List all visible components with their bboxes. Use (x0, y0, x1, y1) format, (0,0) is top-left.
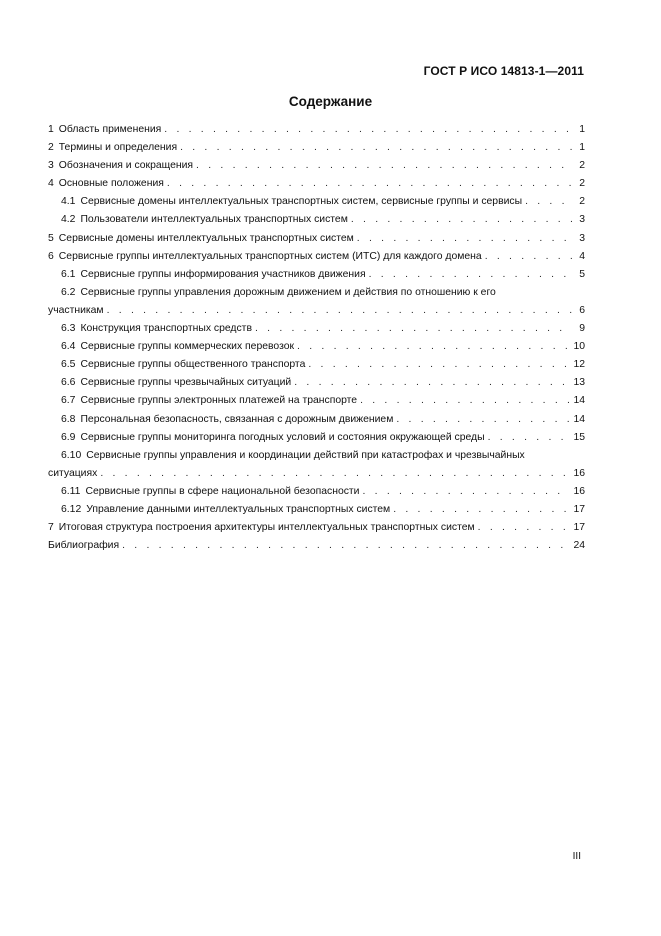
toc-leader-dots (393, 501, 570, 519)
toc-entry-page: 16 (573, 467, 585, 479)
toc-entry-page: 1 (579, 124, 585, 135)
toc-entry-title: Сервисные группы интеллектуальных транспортных систем (ИТС) для каждого домена (58, 250, 482, 262)
toc-entry-number: 3 (48, 160, 54, 172)
toc-leader-dots (357, 230, 572, 248)
toc-leader-dots (360, 392, 570, 410)
toc-leader-dots (122, 537, 570, 555)
table-of-contents (48, 121, 585, 555)
toc-entry-title-continued: ситуациях (48, 467, 98, 479)
toc-entry[interactable] (48, 266, 585, 284)
toc-leader-dots (525, 193, 572, 211)
toc-entry-title: Сервисные домены интеллектуальных транспортных систем, сервисные группы и сервисы (80, 196, 523, 208)
toc-entry-page: 17 (573, 503, 585, 515)
toc-entry-number: 5 (48, 232, 54, 244)
toc-entry[interactable] (48, 411, 585, 429)
toc-entry-number: 6.6 (61, 377, 76, 389)
toc-entry[interactable] (48, 374, 585, 392)
toc-entry-number: 4 (48, 178, 54, 190)
toc-entry-page: 9 (579, 323, 585, 335)
toc-leader-dots (100, 465, 570, 483)
toc-entry-number: 6.3 (61, 323, 76, 335)
toc-entry-title: Сервисные домены интеллектуальных транспортных систем (58, 232, 354, 244)
toc-entry-page: 14 (573, 395, 585, 407)
toc-entry[interactable] (48, 392, 585, 410)
toc-entry-page: 5 (579, 268, 585, 280)
toc-entry[interactable] (48, 248, 585, 266)
toc-entry-number: 7 (48, 522, 54, 534)
toc-leader-dots (180, 139, 572, 157)
toc-entry-page: 6 (579, 304, 585, 316)
toc-entry[interactable] (48, 501, 585, 519)
toc-entry-title: Библиография (48, 540, 120, 552)
toc-entry-page: 16 (573, 485, 585, 497)
toc-entry-number: 6.11 (61, 485, 81, 497)
toc-entry-line (48, 447, 585, 465)
toc-entry-title: Управление данными интеллектуальных транспортных систем (86, 503, 391, 515)
document-standard-header: ГОСТ Р ИСО 14813-1—2011 (423, 64, 584, 78)
toc-entry[interactable] (48, 429, 585, 447)
toc-entry-title: Сервисные группы управления и координации действий при катастрофах и чрезвычайных (86, 449, 525, 461)
toc-entry-title: Обозначения и сокращения (58, 160, 194, 172)
toc-entry[interactable] (48, 465, 585, 483)
toc-leader-dots (478, 519, 571, 537)
toc-entry-number: 6.9 (61, 431, 76, 443)
toc-entry-number: 6.1 (61, 268, 76, 280)
toc-entry-page: 14 (573, 413, 585, 425)
toc-entry[interactable] (48, 230, 585, 248)
toc-entry[interactable] (48, 211, 585, 229)
toc-entry[interactable] (48, 537, 585, 555)
toc-leader-dots (362, 483, 570, 501)
toc-entry-page: 2 (579, 178, 585, 190)
page-number: III (572, 851, 581, 862)
toc-leader-dots (488, 429, 571, 447)
toc-entry-title: Пользователи интеллектуальных транспортных систем (80, 214, 348, 226)
toc-leader-dots (196, 157, 572, 175)
toc-entry-title: Сервисные группы в сфере национальной безопасности (85, 485, 360, 497)
toc-entry[interactable] (48, 356, 585, 374)
toc-entry-number: 6.5 (61, 359, 76, 371)
toc-entry-title-continued: участникам (48, 304, 104, 316)
toc-entry-number: 6.7 (61, 395, 76, 407)
toc-entry-page: 17 (573, 522, 585, 534)
toc-entry[interactable] (48, 483, 585, 501)
toc-entry-title: Сервисные группы общественного транспорта (80, 359, 306, 371)
toc-entry-page: 2 (579, 160, 585, 172)
toc-leader-dots (308, 356, 570, 374)
toc-entry-title: Конструкция транспортных средств (80, 323, 252, 335)
toc-entry-title: Сервисные группы управления дорожным движением и действия по отношению к его (80, 286, 496, 298)
page-title: Содержание (288, 94, 373, 109)
toc-leader-dots (369, 266, 572, 284)
toc-entry-title: Основные положения (58, 178, 164, 190)
toc-leader-dots (485, 248, 572, 266)
toc-entry-number: 1 (48, 124, 54, 135)
toc-entry[interactable] (48, 519, 585, 537)
toc-entry-title: Сервисные группы мониторинга погодных условий и состояния окружающей среды (80, 431, 485, 443)
toc-entry-number: 4.2 (61, 214, 76, 226)
toc-entry-title: Сервисные группы чрезвычайных ситуаций (80, 377, 292, 389)
toc-entry[interactable] (48, 139, 585, 157)
toc-entry-number: 6.12 (61, 503, 82, 515)
toc-leader-dots (396, 411, 570, 429)
toc-entry-number: 6.4 (61, 341, 76, 353)
toc-entry-page: 10 (573, 341, 585, 353)
toc-entry-number: 6.10 (61, 449, 82, 461)
toc-leader-dots (167, 175, 572, 193)
toc-entry[interactable] (48, 320, 585, 338)
toc-entry-page: 4 (579, 250, 585, 262)
toc-entry-number: 6.8 (61, 413, 76, 425)
toc-leader-dots (107, 302, 572, 320)
toc-entry-title: Сервисные группы коммерческих перевозок (80, 341, 295, 353)
toc-entry-title: Персональная безопасность, связанная с дорожным движением (80, 413, 394, 425)
toc-entry-page: 13 (573, 377, 585, 389)
toc-entry-number: 2 (48, 142, 54, 154)
toc-entry-number: 4.1 (61, 196, 76, 208)
toc-entry-number: 6 (48, 250, 54, 262)
toc-leader-dots (351, 211, 572, 229)
toc-entry-number: 6.2 (61, 286, 76, 298)
toc-entry-page: 1 (579, 142, 585, 154)
toc-entry[interactable] (48, 121, 585, 139)
toc-entry-page: 3 (579, 214, 585, 226)
toc-entry-title: Сервисные группы электронных платежей на транспорте (80, 395, 358, 407)
toc-entry-title: Итоговая структура построения архитектуры интеллектуальных транспортных систем (58, 522, 475, 534)
toc-entry[interactable] (48, 157, 585, 175)
toc-entry-page: 24 (573, 540, 585, 552)
toc-entry-page: 15 (573, 431, 585, 443)
toc-entry-title: Область применения (58, 124, 162, 135)
toc-leader-dots (294, 374, 570, 392)
toc-leader-dots (255, 320, 572, 338)
toc-leader-dots (164, 121, 572, 139)
toc-entry[interactable] (48, 175, 585, 193)
toc-entry-line (48, 284, 585, 302)
toc-entry-page: 2 (579, 196, 585, 208)
toc-entry[interactable] (48, 338, 585, 356)
toc-entry-page: 12 (573, 359, 585, 371)
toc-leader-dots (297, 338, 570, 356)
toc-entry-title: Термины и определения (58, 142, 178, 154)
toc-entry[interactable] (48, 193, 585, 211)
toc-entry[interactable] (48, 302, 585, 320)
toc-entry-title: Сервисные группы информирования участников движения (80, 268, 366, 280)
toc-entry-page: 3 (579, 232, 585, 244)
